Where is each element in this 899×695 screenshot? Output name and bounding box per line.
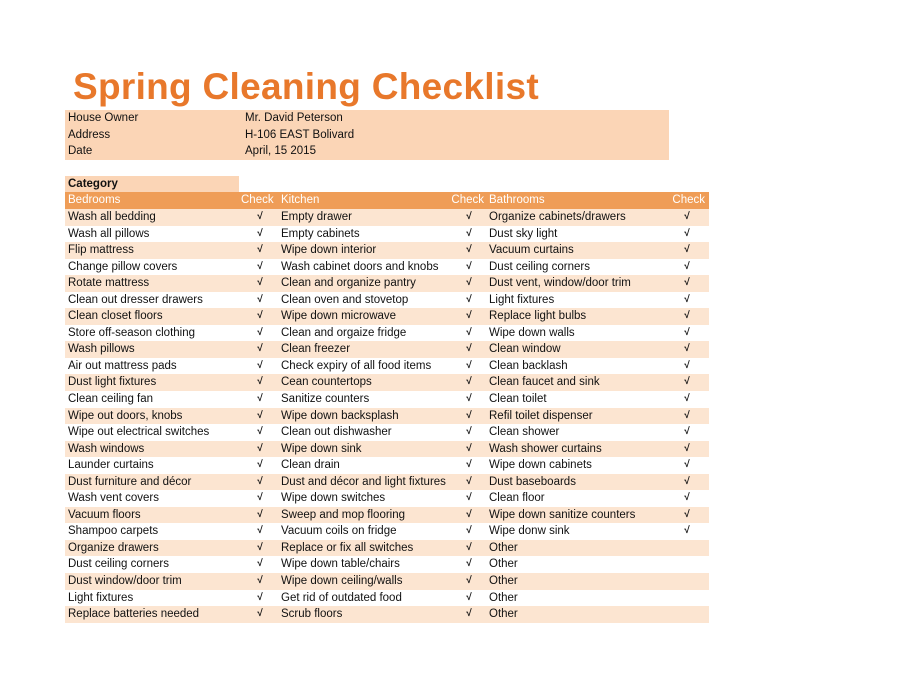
bathroom-task: Other	[489, 541, 518, 554]
kitchen-task: Scrub floors	[281, 608, 343, 621]
kitchen-check[interactable]: √	[466, 508, 472, 520]
bathroom-check[interactable]: √	[684, 492, 690, 504]
kitchen-check[interactable]: √	[466, 293, 472, 305]
bedroom-task: Wash all pillows	[68, 227, 150, 240]
bedroom-check[interactable]: √	[257, 293, 263, 305]
bathroom-check[interactable]: √	[684, 459, 690, 471]
bedroom-task: Wash vent covers	[68, 492, 159, 505]
bedroom-task: Light fixtures	[68, 591, 134, 604]
bathroom-check[interactable]: √	[684, 293, 690, 305]
kitchen-check[interactable]: √	[466, 475, 472, 487]
bedroom-task: Rotate mattress	[68, 277, 150, 290]
table-row	[65, 490, 709, 507]
kitchen-check[interactable]: √	[466, 591, 472, 603]
kitchen-check[interactable]: √	[466, 409, 472, 421]
bathroom-check[interactable]: √	[684, 409, 690, 421]
kitchen-check[interactable]: √	[466, 492, 472, 504]
kitchen-task: Cean countertops	[281, 376, 372, 389]
table-row	[65, 441, 709, 458]
bedroom-task: Wash all bedding	[68, 211, 156, 223]
bedroom-check[interactable]: √	[257, 343, 263, 355]
kitchen-check[interactable]: √	[466, 575, 472, 587]
kitchen-check[interactable]: √	[466, 343, 472, 355]
kitchen-check[interactable]: √	[466, 376, 472, 388]
bathroom-task: Dust sky light	[489, 227, 558, 240]
kitchen-check[interactable]: √	[466, 541, 472, 553]
kitchen-check[interactable]: √	[466, 211, 472, 222]
bathroom-task: Clean backlash	[489, 359, 568, 372]
table-row	[65, 209, 709, 226]
kitchen-check[interactable]: √	[466, 442, 472, 454]
bedroom-check[interactable]: √	[257, 393, 263, 405]
table-row	[65, 556, 709, 573]
bedroom-check[interactable]: √	[257, 244, 263, 256]
kitchen-check[interactable]: √	[466, 426, 472, 438]
kitchen-task: Wipe down backsplash	[281, 409, 399, 422]
table-row	[65, 374, 709, 391]
kitchen-check[interactable]: √	[466, 260, 472, 272]
bedroom-check[interactable]: √	[257, 227, 263, 239]
bathroom-check[interactable]: √	[684, 376, 690, 388]
bedroom-check[interactable]: √	[257, 277, 263, 289]
bedroom-check[interactable]: √	[257, 211, 263, 222]
table-row	[65, 573, 709, 590]
table-row	[65, 325, 709, 342]
bathroom-task: Wash shower curtains	[489, 442, 602, 455]
table-row	[65, 308, 709, 325]
bathroom-check[interactable]: √	[684, 343, 690, 355]
bedroom-task: Clean ceiling fan	[68, 393, 154, 406]
bathroom-check[interactable]: √	[684, 426, 690, 438]
bedroom-task: Store off-season clothing	[68, 326, 196, 339]
kitchen-check[interactable]: √	[466, 608, 472, 620]
bathroom-task: Other	[489, 575, 518, 588]
table-row	[65, 358, 709, 375]
bedroom-check[interactable]: √	[257, 492, 263, 504]
bathroom-task: Clean faucet and sink	[489, 376, 600, 389]
bedroom-task: Wipe out electrical switches	[68, 426, 210, 439]
table-row	[65, 424, 709, 441]
kitchen-task: Wipe down sink	[281, 442, 362, 455]
table-row	[65, 341, 709, 358]
bathroom-task: Wipe donw sink	[489, 525, 570, 538]
info-label: Date	[68, 145, 93, 158]
kitchen-task: Wipe down ceiling/walls	[281, 575, 403, 588]
header-bathrooms: Bathrooms	[489, 194, 545, 206]
kitchen-check[interactable]: √	[466, 525, 472, 537]
bedroom-task: Clean out dresser drawers	[68, 293, 203, 306]
bathroom-task: Other	[489, 608, 518, 621]
table-row	[65, 259, 709, 276]
bathroom-task: Vacuum curtains	[489, 244, 574, 257]
info-label: Address	[68, 128, 111, 141]
table-row	[65, 606, 709, 623]
kitchen-task: Dust and décor and light fixtures	[281, 475, 446, 488]
table-row	[65, 391, 709, 408]
bedroom-check[interactable]: √	[257, 575, 263, 587]
info-label: House Owner	[68, 112, 139, 124]
bedroom-check[interactable]: √	[257, 459, 263, 471]
bathroom-task: Clean shower	[489, 426, 560, 439]
info-value: Mr. David Peterson	[245, 112, 343, 124]
header-kitchen: Kitchen	[281, 194, 320, 206]
header-bedrooms: Bedrooms	[68, 194, 121, 206]
bathroom-task: Dust ceiling corners	[489, 260, 590, 273]
table-row	[65, 226, 709, 243]
bathroom-check[interactable]: √	[684, 260, 690, 272]
bedroom-task: Replace batteries needed	[68, 608, 200, 621]
kitchen-task: Wipe down switches	[281, 492, 386, 505]
kitchen-task: Wipe down microwave	[281, 310, 397, 323]
kitchen-task: Clean freezer	[281, 343, 351, 356]
bedroom-task: Dust ceiling corners	[68, 558, 169, 571]
bedroom-task: Wash pillows	[68, 343, 135, 356]
bedroom-task: Launder curtains	[68, 459, 154, 472]
bedroom-task: Change pillow covers	[68, 260, 178, 273]
category-label: Category	[65, 176, 239, 192]
bedroom-check[interactable]: √	[257, 525, 263, 537]
bedroom-task: Wash windows	[68, 442, 145, 455]
bedroom-task: Organize drawers	[68, 541, 159, 554]
bedroom-check[interactable]: √	[257, 326, 263, 338]
bedroom-check[interactable]: √	[257, 376, 263, 388]
kitchen-check[interactable]: √	[466, 326, 472, 338]
bathroom-task: Replace light bulbs	[489, 310, 587, 323]
kitchen-task: Empty drawer	[281, 211, 352, 223]
table-row	[65, 457, 709, 474]
bathroom-task: Light fixtures	[489, 293, 555, 306]
bathroom-check[interactable]: √	[684, 310, 690, 322]
header-check-bedrooms: Check	[241, 194, 274, 206]
kitchen-task: Clean drain	[281, 459, 340, 472]
bedroom-check[interactable]: √	[257, 310, 263, 322]
bedroom-task: Dust furniture and décor	[68, 475, 192, 488]
bedroom-check[interactable]: √	[257, 591, 263, 603]
info-value: H-106 EAST Bolivard	[245, 128, 355, 141]
kitchen-check[interactable]: √	[466, 393, 472, 405]
bedroom-check[interactable]: √	[257, 541, 263, 553]
kitchen-task: Wipe down table/chairs	[281, 558, 400, 571]
bedroom-check[interactable]: √	[257, 426, 263, 438]
kitchen-check[interactable]: √	[466, 459, 472, 471]
bathroom-check[interactable]: √	[684, 442, 690, 454]
bedroom-task: Shampoo carpets	[68, 525, 159, 538]
kitchen-check[interactable]: √	[466, 558, 472, 570]
bathroom-check[interactable]: √	[684, 475, 690, 487]
bathroom-task: Organize cabinets/drawers	[489, 211, 626, 223]
table-row	[65, 292, 709, 309]
bedroom-check[interactable]: √	[257, 475, 263, 487]
table-row	[65, 474, 709, 491]
kitchen-task: Clean oven and stovetop	[281, 293, 409, 306]
bedroom-task: Vacuum floors	[68, 508, 141, 521]
table-row	[65, 275, 709, 292]
kitchen-task: Empty cabinets	[281, 227, 360, 240]
table-row	[65, 408, 709, 425]
bathroom-check[interactable]: √	[684, 244, 690, 256]
bathroom-check[interactable]: √	[684, 277, 690, 289]
bathroom-check[interactable]: √	[684, 508, 690, 520]
bathroom-check[interactable]: √	[684, 525, 690, 537]
kitchen-task: Check expiry of all food items	[281, 359, 432, 372]
kitchen-check[interactable]: √	[466, 244, 472, 256]
bedroom-task: Dust window/door trim	[68, 575, 182, 588]
kitchen-check[interactable]: √	[466, 359, 472, 371]
table-header	[65, 192, 709, 209]
info-row-address	[65, 127, 669, 144]
bedroom-check[interactable]: √	[257, 260, 263, 272]
kitchen-task: Clean and organize pantry	[281, 277, 416, 290]
bedroom-task: Air out mattress pads	[68, 359, 177, 372]
kitchen-task: Wipe down interior	[281, 244, 377, 257]
bathroom-task: Clean window	[489, 343, 561, 356]
kitchen-task: Wash cabinet doors and knobs	[281, 260, 439, 273]
table-row	[65, 507, 709, 524]
header-check-bathrooms: Check	[672, 194, 705, 206]
bedroom-check[interactable]: √	[257, 409, 263, 421]
bathroom-task: Clean toilet	[489, 393, 547, 406]
bathroom-check[interactable]: √	[684, 393, 690, 405]
bathroom-task: Dust vent, window/door trim	[489, 277, 631, 290]
bathroom-task: Wipe down sanitize counters	[489, 508, 636, 521]
kitchen-task: Sweep and mop flooring	[281, 508, 406, 521]
info-row-date	[65, 143, 669, 160]
header-check-kitchen: Check	[451, 194, 484, 206]
bedroom-check[interactable]: √	[257, 442, 263, 454]
table-row	[65, 242, 709, 259]
table-row	[65, 540, 709, 557]
kitchen-task: Replace or fix all switches	[281, 541, 414, 554]
page-title: Spring Cleaning Checklist	[73, 66, 539, 107]
bedroom-check[interactable]: √	[257, 558, 263, 570]
bathroom-check[interactable]: √	[684, 359, 690, 371]
bedroom-check[interactable]: √	[257, 508, 263, 520]
kitchen-task: Vacuum coils on fridge	[281, 525, 397, 538]
checklist-table	[65, 209, 709, 623]
info-value: April, 15 2015	[245, 145, 316, 158]
kitchen-task: Clean and orgaize fridge	[281, 326, 407, 339]
bedroom-task: Wipe out doors, knobs	[68, 409, 183, 422]
bathroom-task: Clean floor	[489, 492, 545, 505]
info-row-owner	[65, 110, 669, 127]
bathroom-task: Wipe down cabinets	[489, 459, 592, 472]
bathroom-task: Other	[489, 591, 518, 604]
bedroom-check[interactable]: √	[257, 608, 263, 620]
kitchen-check[interactable]: √	[466, 310, 472, 322]
table-row	[65, 590, 709, 607]
bathroom-check[interactable]: √	[684, 211, 690, 222]
bathroom-task: Refil toilet dispenser	[489, 409, 593, 422]
kitchen-task: Sanitize counters	[281, 393, 370, 406]
bathroom-check[interactable]: √	[684, 326, 690, 338]
bathroom-task: Other	[489, 558, 518, 571]
bedroom-task: Dust light fixtures	[68, 376, 157, 389]
bathroom-task: Wipe down walls	[489, 326, 575, 339]
bedroom-task: Clean closet floors	[68, 310, 163, 323]
table-row	[65, 523, 709, 540]
info-block	[65, 110, 669, 160]
kitchen-check[interactable]: √	[466, 227, 472, 239]
kitchen-task: Get rid of outdated food	[281, 591, 402, 604]
kitchen-check[interactable]: √	[466, 277, 472, 289]
bathroom-task: Dust baseboards	[489, 475, 576, 488]
bedroom-task: Flip mattress	[68, 244, 134, 257]
bathroom-check[interactable]: √	[684, 227, 690, 239]
kitchen-task: Clean out dishwasher	[281, 426, 392, 439]
bedroom-check[interactable]: √	[257, 359, 263, 371]
